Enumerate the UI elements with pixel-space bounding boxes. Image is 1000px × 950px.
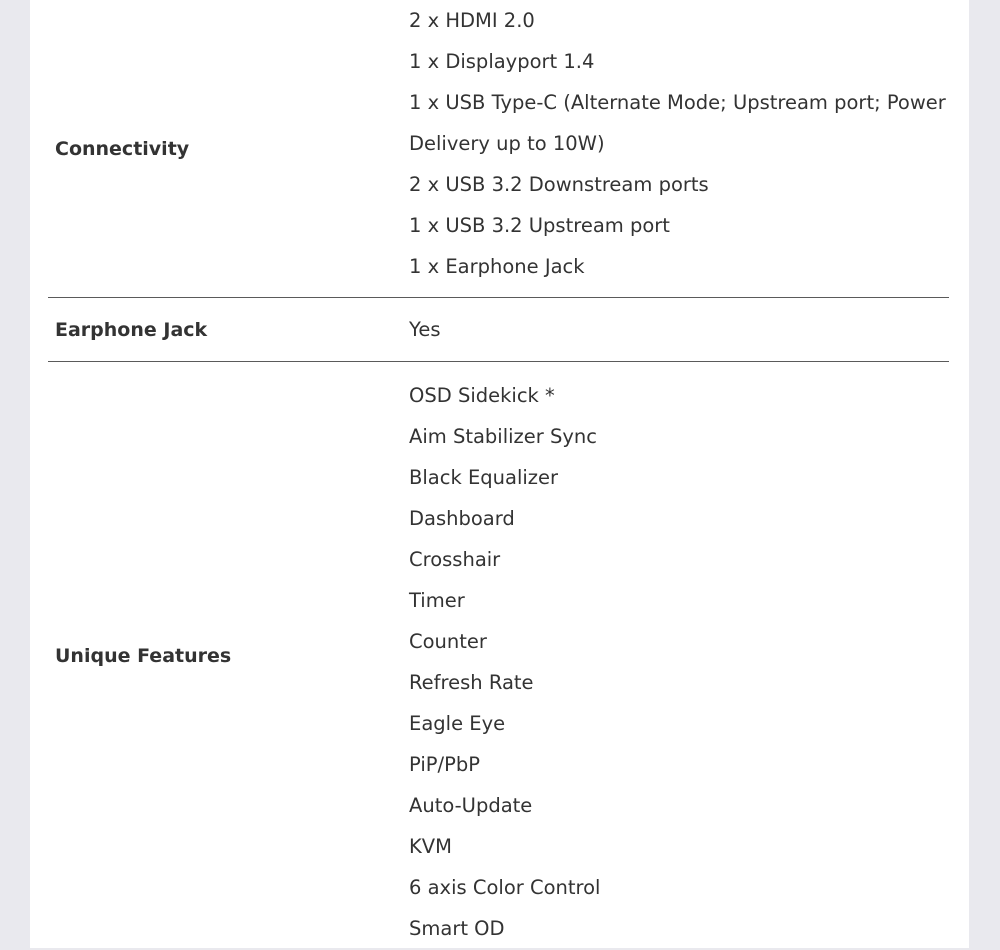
spec-label-earphone-jack: Earphone Jack bbox=[48, 298, 409, 362]
spec-label-connectivity: Connectivity bbox=[48, 0, 409, 298]
spec-value-line: KVM bbox=[409, 826, 949, 867]
spec-value-line: Smart OD bbox=[409, 908, 949, 949]
spec-value-line: 1 x Earphone Jack bbox=[409, 246, 949, 287]
spec-value-line: Crosshair bbox=[409, 539, 949, 580]
spec-value-line: 1 x Displayport 1.4 bbox=[409, 41, 949, 82]
spec-value-line: 6 axis Color Control bbox=[409, 867, 949, 908]
spec-label-unique-features: Unique Features bbox=[48, 362, 409, 950]
spec-value-line: Auto-Update bbox=[409, 785, 949, 826]
spec-value-line: Aim Stabilizer Sync bbox=[409, 416, 949, 457]
spec-value-unique-features bbox=[409, 362, 949, 950]
spec-row-connectivity bbox=[48, 0, 949, 298]
spec-value-line: Dashboard bbox=[409, 498, 949, 539]
spec-row-unique-features bbox=[48, 362, 949, 950]
spec-value-line: 2 x USB 3.2 Downstream ports bbox=[409, 164, 949, 205]
spec-value-line: PiP/PbP bbox=[409, 744, 949, 785]
spec-value-line: Yes bbox=[409, 309, 949, 350]
spec-value-connectivity bbox=[409, 0, 949, 298]
spec-value-line: Timer bbox=[409, 580, 949, 621]
spec-value-line: Refresh Rate bbox=[409, 662, 949, 703]
spec-value-line: Counter bbox=[409, 621, 949, 662]
spec-value-line: 2 x HDMI 2.0 bbox=[409, 0, 949, 41]
spec-table bbox=[48, 0, 949, 950]
spec-value-line: 1 x USB Type-C (Alternate Mode; Upstream port; Power Delivery up to 10W) bbox=[409, 82, 949, 164]
spec-value-earphone-jack bbox=[409, 298, 949, 362]
spec-value-line: 1 x USB 3.2 Upstream port bbox=[409, 205, 949, 246]
spec-row-earphone-jack bbox=[48, 298, 949, 362]
spec-value-line: Eagle Eye bbox=[409, 703, 949, 744]
spec-value-line: Black Equalizer bbox=[409, 457, 949, 498]
spec-value-line: OSD Sidekick * bbox=[409, 375, 949, 416]
